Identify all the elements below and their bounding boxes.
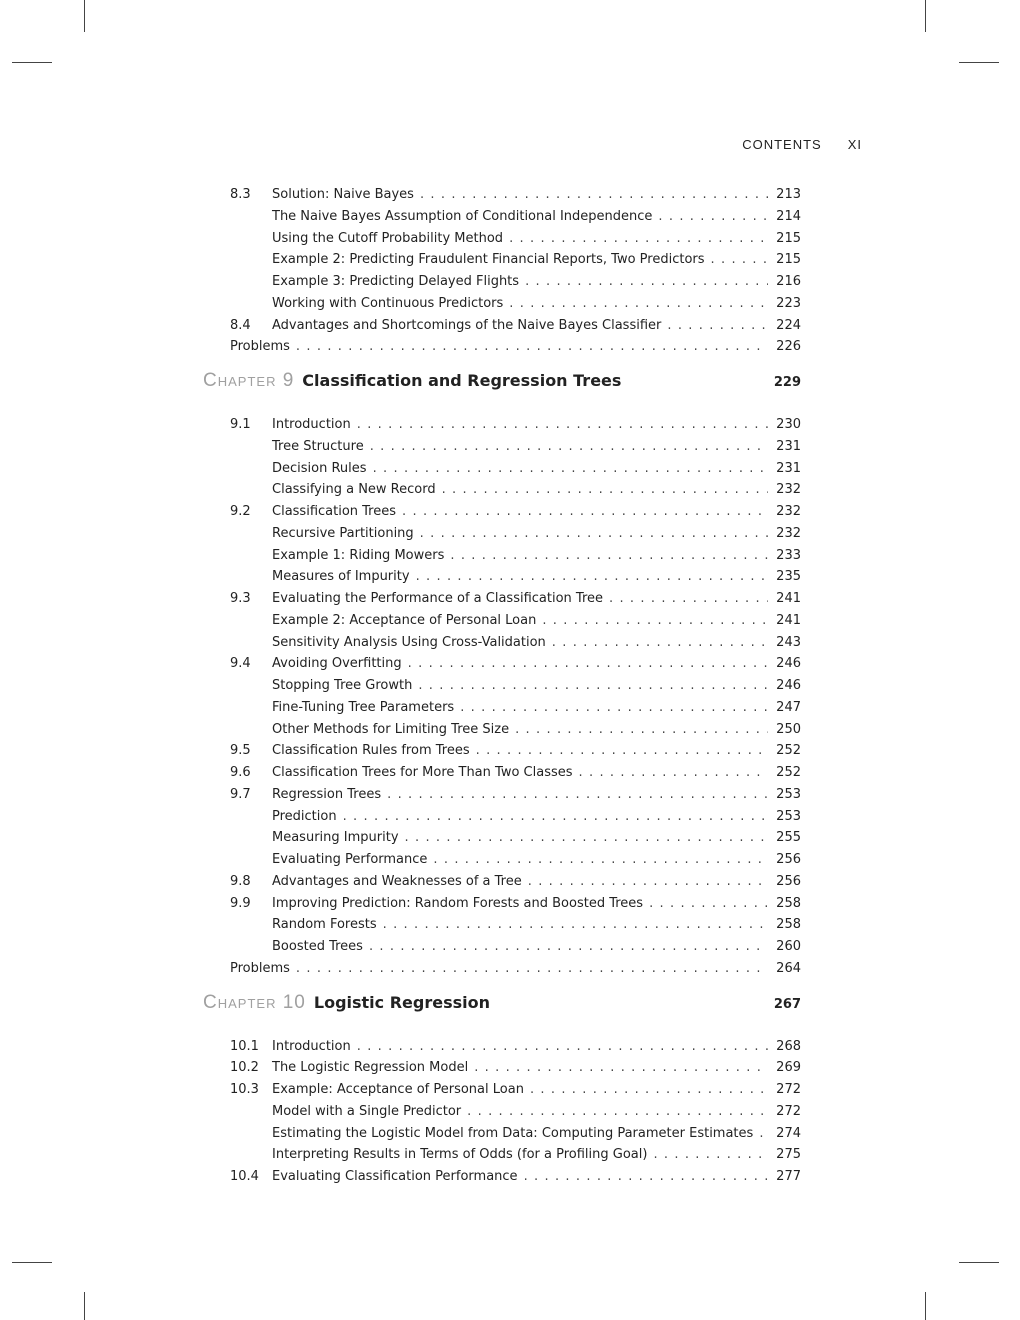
- toc-entry[interactable]: [230, 915, 801, 935]
- chapter-heading: [203, 992, 801, 1020]
- page-number: 224: [776, 317, 801, 333]
- dot-leader: [579, 763, 769, 783]
- page-number: 232: [776, 504, 801, 519]
- entry-title: Prediction: [272, 808, 337, 824]
- toc-entry[interactable]: [230, 229, 801, 249]
- dot-leader: [552, 633, 768, 653]
- dot-leader: [609, 589, 768, 609]
- dot-leader: [402, 502, 768, 522]
- dot-leader: [476, 741, 769, 761]
- dot-leader: [474, 1058, 768, 1078]
- dot-leader: [530, 1080, 768, 1100]
- page-number: 241: [776, 612, 801, 628]
- entry-title: Classification Rules from Trees: [272, 743, 470, 759]
- entry-title: Example 1: Riding Mowers: [272, 547, 445, 563]
- entry-title: Advantages and Weaknesses of a Tree: [272, 873, 522, 889]
- toc-entry[interactable]: [230, 502, 801, 522]
- dot-leader: [460, 698, 768, 718]
- section-number: 10.1: [230, 1038, 259, 1054]
- toc-entry[interactable]: [230, 894, 801, 914]
- toc-entry[interactable]: [230, 1102, 801, 1122]
- dot-leader: [653, 1145, 768, 1165]
- toc-entry[interactable]: [230, 294, 801, 314]
- section-number: 9.2: [230, 504, 251, 519]
- toc-entry[interactable]: [230, 1124, 801, 1144]
- entry-title: Example 3: Predicting Delayed Flights: [272, 274, 520, 289]
- chapter-label: Chapter 10: [203, 991, 306, 1013]
- page-number: 268: [776, 1038, 801, 1054]
- dot-leader: [343, 807, 769, 827]
- section-number: 8.3: [230, 187, 251, 202]
- dot-leader: [370, 437, 768, 457]
- dot-leader: [369, 937, 768, 957]
- toc-entry[interactable]: [230, 850, 801, 870]
- toc-entry[interactable]: [230, 633, 801, 653]
- entry-title: The Logistic Regression Model: [272, 1060, 469, 1076]
- toc-entry[interactable]: [230, 1058, 801, 1078]
- page-number: 213: [776, 187, 801, 202]
- page-number: 230: [776, 417, 801, 432]
- page-number: 223: [776, 295, 801, 311]
- entry-title: Using the Cutoff Probability Method: [272, 230, 504, 246]
- page-number: 255: [776, 830, 801, 846]
- toc-entry[interactable]: [230, 654, 801, 674]
- dot-leader: [658, 207, 768, 227]
- toc-entry[interactable]: [230, 567, 801, 587]
- entry-title: Solution: Naive Bayes: [272, 187, 414, 202]
- chapter-title: Logistic Regression: [313, 992, 490, 1012]
- dot-leader: [759, 1124, 768, 1144]
- toc-entry[interactable]: [230, 937, 801, 957]
- toc-entry[interactable]: [230, 1167, 801, 1187]
- entry-title: The Naive Bayes Assumption of Conditional Independence: [272, 208, 653, 224]
- entry-title: Example 2: Predicting Fraudulent Financial Reports, Two Predictors: [272, 252, 705, 268]
- entry-title: Boosted Trees: [272, 939, 363, 954]
- toc-entry[interactable]: [230, 415, 801, 435]
- page-number: 247: [776, 699, 801, 715]
- dot-leader: [649, 894, 768, 914]
- toc-entry[interactable]: [230, 676, 801, 696]
- entry-title: Introduction: [272, 1038, 351, 1054]
- toc-entry[interactable]: [230, 828, 801, 848]
- dot-leader: [450, 546, 768, 566]
- toc-entry[interactable]: [230, 546, 801, 566]
- page-number: 215: [776, 230, 801, 246]
- dot-leader: [408, 654, 769, 674]
- page-number: 258: [776, 917, 801, 933]
- page-number: 274: [776, 1125, 801, 1141]
- entry-title: Example: Acceptance of Personal Loan: [272, 1082, 524, 1097]
- entry-title: Evaluating Classification Performance: [272, 1169, 518, 1184]
- page-number: 231: [776, 460, 801, 476]
- toc-entry[interactable]: [230, 459, 801, 479]
- dot-leader: [383, 915, 769, 935]
- page-number: 252: [776, 765, 801, 780]
- page-number: 256: [776, 852, 801, 867]
- toc-entry[interactable]: [230, 807, 801, 827]
- section-number: 10.4: [230, 1169, 259, 1184]
- entry-title: Problems: [230, 339, 290, 355]
- page-number: 231: [776, 438, 801, 454]
- toc-entry[interactable]: [230, 589, 801, 609]
- dot-leader: [467, 1102, 768, 1122]
- entry-title: Introduction: [272, 417, 351, 432]
- page-number: 235: [776, 569, 801, 585]
- page-number: 246: [776, 678, 801, 693]
- section-number: 9.5: [230, 743, 251, 759]
- page-number: 214: [776, 208, 801, 224]
- entry-title: Stopping Tree Growth: [272, 678, 413, 693]
- toc-entry[interactable]: [230, 785, 801, 805]
- page-number: 253: [776, 808, 801, 824]
- toc-entry[interactable]: [230, 872, 801, 892]
- toc-entry[interactable]: [230, 250, 801, 270]
- page-number: 253: [776, 786, 801, 802]
- page-number: 277: [776, 1169, 801, 1184]
- page-number: 226: [776, 339, 801, 355]
- page-number: 272: [776, 1082, 801, 1097]
- entry-title: Classifying a New Record: [272, 482, 436, 498]
- page-number: 250: [776, 721, 801, 737]
- dot-leader: [542, 611, 768, 631]
- chapter-label: Chapter 9: [203, 370, 295, 391]
- entry-title: Estimating the Logistic Model from Data: Computing Parameter Estimates: [272, 1125, 754, 1141]
- entry-title: Advantages and Shortcomings of the Naive Bayes Classifier: [272, 317, 662, 333]
- dot-leader: [667, 316, 768, 336]
- page-number: 258: [776, 895, 801, 911]
- running-head-label: CONTENTS: [742, 137, 822, 152]
- section-number: 10.3: [230, 1082, 259, 1097]
- page-number: 232: [776, 482, 801, 498]
- dot-leader: [373, 459, 769, 479]
- section-number: 9.6: [230, 765, 251, 780]
- dot-leader: [509, 294, 768, 314]
- page-number: 264: [776, 960, 801, 976]
- page-number: 216: [776, 274, 801, 289]
- entry-title: Regression Trees: [272, 786, 382, 802]
- page-number: 241: [776, 591, 801, 606]
- dot-leader: [416, 567, 769, 587]
- toc-entry[interactable]: [230, 185, 801, 205]
- page-number: 260: [776, 939, 801, 954]
- toc-entry[interactable]: [230, 1037, 801, 1057]
- dot-leader: [528, 872, 768, 892]
- entry-title: Tree Structure: [272, 438, 364, 454]
- section-number: 9.3: [230, 591, 251, 606]
- dot-leader: [509, 229, 768, 249]
- section-number: 9.1: [230, 417, 251, 432]
- chapter-page-number: 267: [773, 996, 801, 1012]
- entry-title: Problems: [230, 960, 290, 976]
- dot-leader: [296, 337, 768, 357]
- dot-leader: [405, 828, 769, 848]
- toc-entry[interactable]: [230, 741, 801, 761]
- page-number: 233: [776, 547, 801, 563]
- page-number: 232: [776, 525, 801, 541]
- dot-leader: [420, 524, 769, 544]
- section-number: 9.7: [230, 786, 251, 802]
- chapter-page-number: 229: [773, 375, 801, 390]
- toc-entry[interactable]: [230, 698, 801, 718]
- chapter-title: Classification and Regression Trees: [302, 371, 622, 390]
- toc-entry[interactable]: [230, 959, 801, 979]
- entry-title: Evaluating the Performance of a Classification Tree: [272, 591, 603, 606]
- chapter-heading: [203, 370, 801, 398]
- section-number: 8.4: [230, 317, 251, 333]
- page-number: 256: [776, 873, 801, 889]
- section-number: 10.2: [230, 1060, 259, 1076]
- entry-title: Other Methods for Limiting Tree Size: [272, 721, 510, 737]
- entry-title: Working with Continuous Predictors: [272, 295, 504, 311]
- entry-title: Example 2: Acceptance of Personal Loan: [272, 612, 537, 628]
- page-number: 275: [776, 1147, 801, 1163]
- toc-entry[interactable]: [230, 1080, 801, 1100]
- toc-entry[interactable]: [230, 480, 801, 500]
- dot-leader: [524, 1167, 769, 1187]
- entry-title: Measuring Impurity: [272, 830, 399, 846]
- entry-title: Interpreting Results in Terms of Odds (for a Profiling Goal): [272, 1147, 648, 1163]
- entry-title: Fine-Tuning Tree Parameters: [272, 699, 455, 715]
- dot-leader: [433, 850, 768, 870]
- dot-leader: [442, 480, 769, 500]
- entry-title: Improving Prediction: Random Forests and Boosted Trees: [272, 895, 644, 911]
- page-number: 215: [776, 252, 801, 268]
- dot-leader: [418, 676, 768, 696]
- entry-title: Classification Trees: [272, 504, 397, 519]
- page-number: 272: [776, 1103, 801, 1119]
- dot-leader: [387, 785, 768, 805]
- entry-title: Avoiding Overfitting: [272, 656, 402, 672]
- toc-entry[interactable]: [230, 316, 801, 336]
- dot-leader: [515, 720, 768, 740]
- section-number: 9.9: [230, 895, 251, 911]
- toc-entry[interactable]: [230, 207, 801, 227]
- entry-title: Model with a Single Predictor: [272, 1103, 462, 1119]
- entry-title: Classification Trees for More Than Two Classes: [272, 765, 573, 780]
- dot-leader: [525, 272, 768, 292]
- entry-title: Random Forests: [272, 917, 377, 933]
- page-number: 243: [776, 634, 801, 650]
- toc-entry[interactable]: [230, 720, 801, 740]
- entry-title: Evaluating Performance: [272, 852, 428, 867]
- section-number: 9.4: [230, 656, 251, 672]
- section-number: 9.8: [230, 873, 251, 889]
- running-head-page: XI: [847, 137, 862, 152]
- dot-leader: [296, 959, 768, 979]
- page-number: 269: [776, 1060, 801, 1076]
- toc-entry[interactable]: [230, 763, 801, 783]
- toc-entry[interactable]: [230, 337, 801, 357]
- dot-leader: [357, 415, 768, 435]
- toc-entry[interactable]: [230, 524, 801, 544]
- entry-title: Recursive Partitioning: [272, 525, 414, 541]
- dot-leader: [420, 185, 768, 205]
- toc-entry[interactable]: [230, 1145, 801, 1165]
- dot-leader: [711, 250, 769, 270]
- entry-title: Measures of Impurity: [272, 569, 410, 585]
- toc-entry[interactable]: [230, 437, 801, 457]
- toc-entry[interactable]: [230, 272, 801, 292]
- page-number: 252: [776, 743, 801, 759]
- entry-title: Sensitivity Analysis Using Cross-Validation: [272, 634, 546, 650]
- entry-title: Decision Rules: [272, 460, 367, 476]
- toc-entry[interactable]: [230, 611, 801, 631]
- dot-leader: [357, 1037, 768, 1057]
- page-number: 246: [776, 656, 801, 672]
